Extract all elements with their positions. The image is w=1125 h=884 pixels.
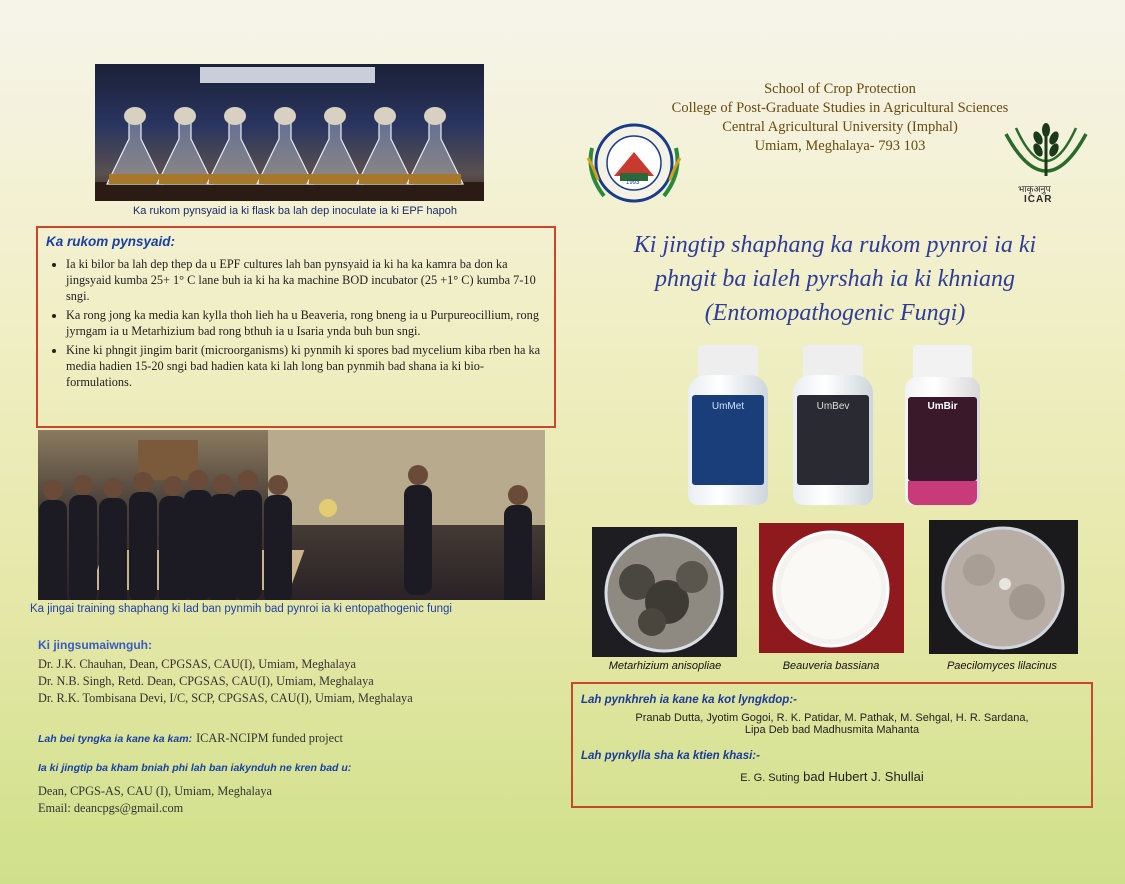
icar-wheat-icon	[1000, 116, 1092, 186]
contact-address: Dean, CPGS-AS, CAU (I), Umiam, Meghalaya	[38, 784, 272, 798]
flask-media	[209, 174, 261, 184]
specimen-label-1: Metarhizium anisopliae	[608, 660, 722, 672]
cotton-plug	[124, 107, 146, 125]
title-line-1: Ki jingtip shaphang ka rukom pynroi ia ki	[633, 232, 1037, 258]
person-head	[188, 470, 208, 490]
icar-logo	[1000, 116, 1092, 210]
credit-2: Dr. N.B. Singh, Retd. Dean, CPGSAS, CAU(I), Umiam, Meghalaya	[38, 674, 374, 688]
flask-photo	[95, 64, 484, 201]
translator-1: E. G. Suting	[740, 772, 800, 784]
petri-dish-icon	[759, 523, 904, 653]
person-body	[69, 495, 97, 600]
translator-2: bad Hubert J. Shullai	[799, 769, 924, 784]
specimen-beauveria-photo	[759, 523, 904, 653]
person-head	[238, 470, 258, 490]
translators-line	[581, 768, 1083, 786]
bottle-1-label: UmMet	[711, 401, 745, 412]
funding-label: Lah bei tyngka ia kane ka kam:	[38, 733, 193, 745]
training-caption: Ka jingai training shaphang ki lad ban pynmih bad pynroi ia ki entopathogenic fungi	[30, 603, 452, 615]
contact-email[interactable]: Email: deancpgs@gmail.com	[38, 801, 184, 815]
flask-caption: Ka rukom pynsyaid ia ki flask ba lah dep inoculate ia ki EPF hapoh	[132, 205, 458, 217]
person-head	[43, 480, 63, 500]
authors-line-1: Pranab Dutta, Jyotim Gogoi, R. K. Patidar, M. Pathak, M. Sehgal, H. R. Sardana,	[635, 712, 1029, 724]
funding-line	[38, 729, 558, 747]
specimen-label-3: Paecilomyces lilacinus	[946, 660, 1058, 672]
person-body	[504, 505, 532, 600]
flask-media	[359, 174, 411, 184]
person-body	[129, 492, 157, 600]
person-body	[159, 496, 187, 600]
credit-1: Dr. J.K. Chauhan, Dean, CPGSAS, CAU(I), Umiam, Meghalaya	[38, 657, 356, 671]
bottle-1	[688, 345, 768, 505]
flask-media	[309, 174, 361, 184]
petri-dish-icon	[929, 520, 1078, 654]
institution-line-2: College of Post-Graduate Studies in Agricultural Sciences	[671, 100, 1009, 116]
bottle-3	[905, 345, 980, 505]
person-head	[163, 476, 183, 496]
person-head	[133, 472, 153, 492]
credit-3: Dr. R.K. Tombisana Devi, I/C, SCP, CPGSAS, CAU(I), Umiam, Meghalaya	[38, 691, 413, 705]
flask-media	[109, 174, 161, 184]
title-line-3: (Entomopathogenic Fungi)	[704, 300, 966, 326]
authors-line-2: Lipa Deb bad Madhusmita Mahanta	[744, 724, 920, 736]
credits-section	[38, 638, 558, 707]
translation-heading: Lah pynkylla sha ka ktien khasi:-	[581, 750, 760, 762]
training-illustration	[38, 430, 545, 600]
person-body	[209, 494, 237, 600]
cotton-plug	[374, 107, 396, 125]
authors-box	[571, 682, 1093, 808]
institution-line-1: School of Crop Protection	[764, 81, 916, 97]
specimen-paecilomyces-photo	[929, 520, 1078, 654]
contact-label: Ia ki jingtip ba kham bniah phi lah ban iakynduh ne kren bad u:	[38, 762, 352, 774]
icar-hindi: भाकृअनुप	[1018, 184, 1051, 194]
authors-heading: Lah pynkhreh ia kane ka kot lyngkdop:-	[581, 694, 797, 706]
method-point-1: • Ia ki bilor ba lah dep thep da u EPF cultures lah ban pynsyaid ia ki ha ka kamra ba don ka jingsyaid kumba 25+ 1° C lane buh ia ki ha ka machine BOD incubator (25 +1° C) kumba 7-10 sngi.	[66, 256, 544, 304]
main-title	[570, 228, 1100, 330]
funding-value: ICAR-NCIPM funded project	[196, 731, 343, 745]
petri-dish-icon	[592, 527, 737, 657]
person-body	[264, 495, 292, 600]
person-body	[234, 490, 262, 600]
specimen-metarhizium-photo	[592, 527, 737, 657]
person-body	[39, 500, 67, 600]
person-body	[184, 490, 212, 600]
bottle-2	[793, 345, 873, 505]
specimen-label-2: Beauveria bassiana	[782, 660, 880, 672]
contact-block	[38, 783, 438, 817]
method-point-2: • Ka rong jong ka media kan kylla thoh lieh ha u Beaveria, rong bneng ia u Purpureocillium, rong jyrngam ia u Metarhizium bad rong bthuh ia u Isaria ynda buh bun sngi.	[66, 307, 544, 339]
person-head	[408, 465, 428, 485]
cotton-plug	[424, 107, 446, 125]
method-box	[36, 226, 556, 428]
flask-illustration	[95, 64, 484, 201]
flask-media	[409, 174, 461, 184]
institution-line-3: Central Agricultural University (Imphal)	[722, 119, 958, 135]
person-head	[73, 475, 93, 495]
institution-block	[640, 80, 1040, 156]
cotton-plug	[174, 107, 196, 125]
person-body	[99, 498, 127, 600]
bottle-3-label: UmBir	[927, 401, 958, 412]
flask-media	[159, 174, 211, 184]
institution-line-4: Umiam, Meghalaya- 793 103	[754, 138, 926, 154]
title-line-2: phngit ba ialeh pyrshah ia ki khniang	[655, 266, 1015, 292]
person-head	[103, 478, 123, 498]
icar-text: ICAR	[1024, 194, 1053, 205]
flask-media	[259, 174, 311, 184]
cotton-plug	[324, 107, 346, 125]
person-head	[508, 485, 528, 505]
bottle-2-label: UmBev	[816, 401, 850, 412]
method-heading: Ka rukom pynsyaid:	[46, 234, 176, 249]
method-point-3: • Kine ki phngit jingim barit (microorganisms) ki pynmih ki spores bad mycelium kiba rben ha ka media hadien 15-20 sngi bad hadien kata ki lah long ban pynmih bad shana ia ki bio-formulations.	[66, 342, 544, 390]
credits-heading: Ki jingsumaiwnguh:	[38, 638, 152, 652]
person-body	[404, 485, 432, 595]
method-list	[46, 256, 544, 390]
cau-logo-year: 1993	[626, 180, 640, 186]
person-head	[213, 474, 233, 494]
training-photo	[38, 430, 545, 600]
person-head	[268, 475, 288, 495]
cotton-plug	[274, 107, 296, 125]
cotton-plug	[224, 107, 246, 125]
